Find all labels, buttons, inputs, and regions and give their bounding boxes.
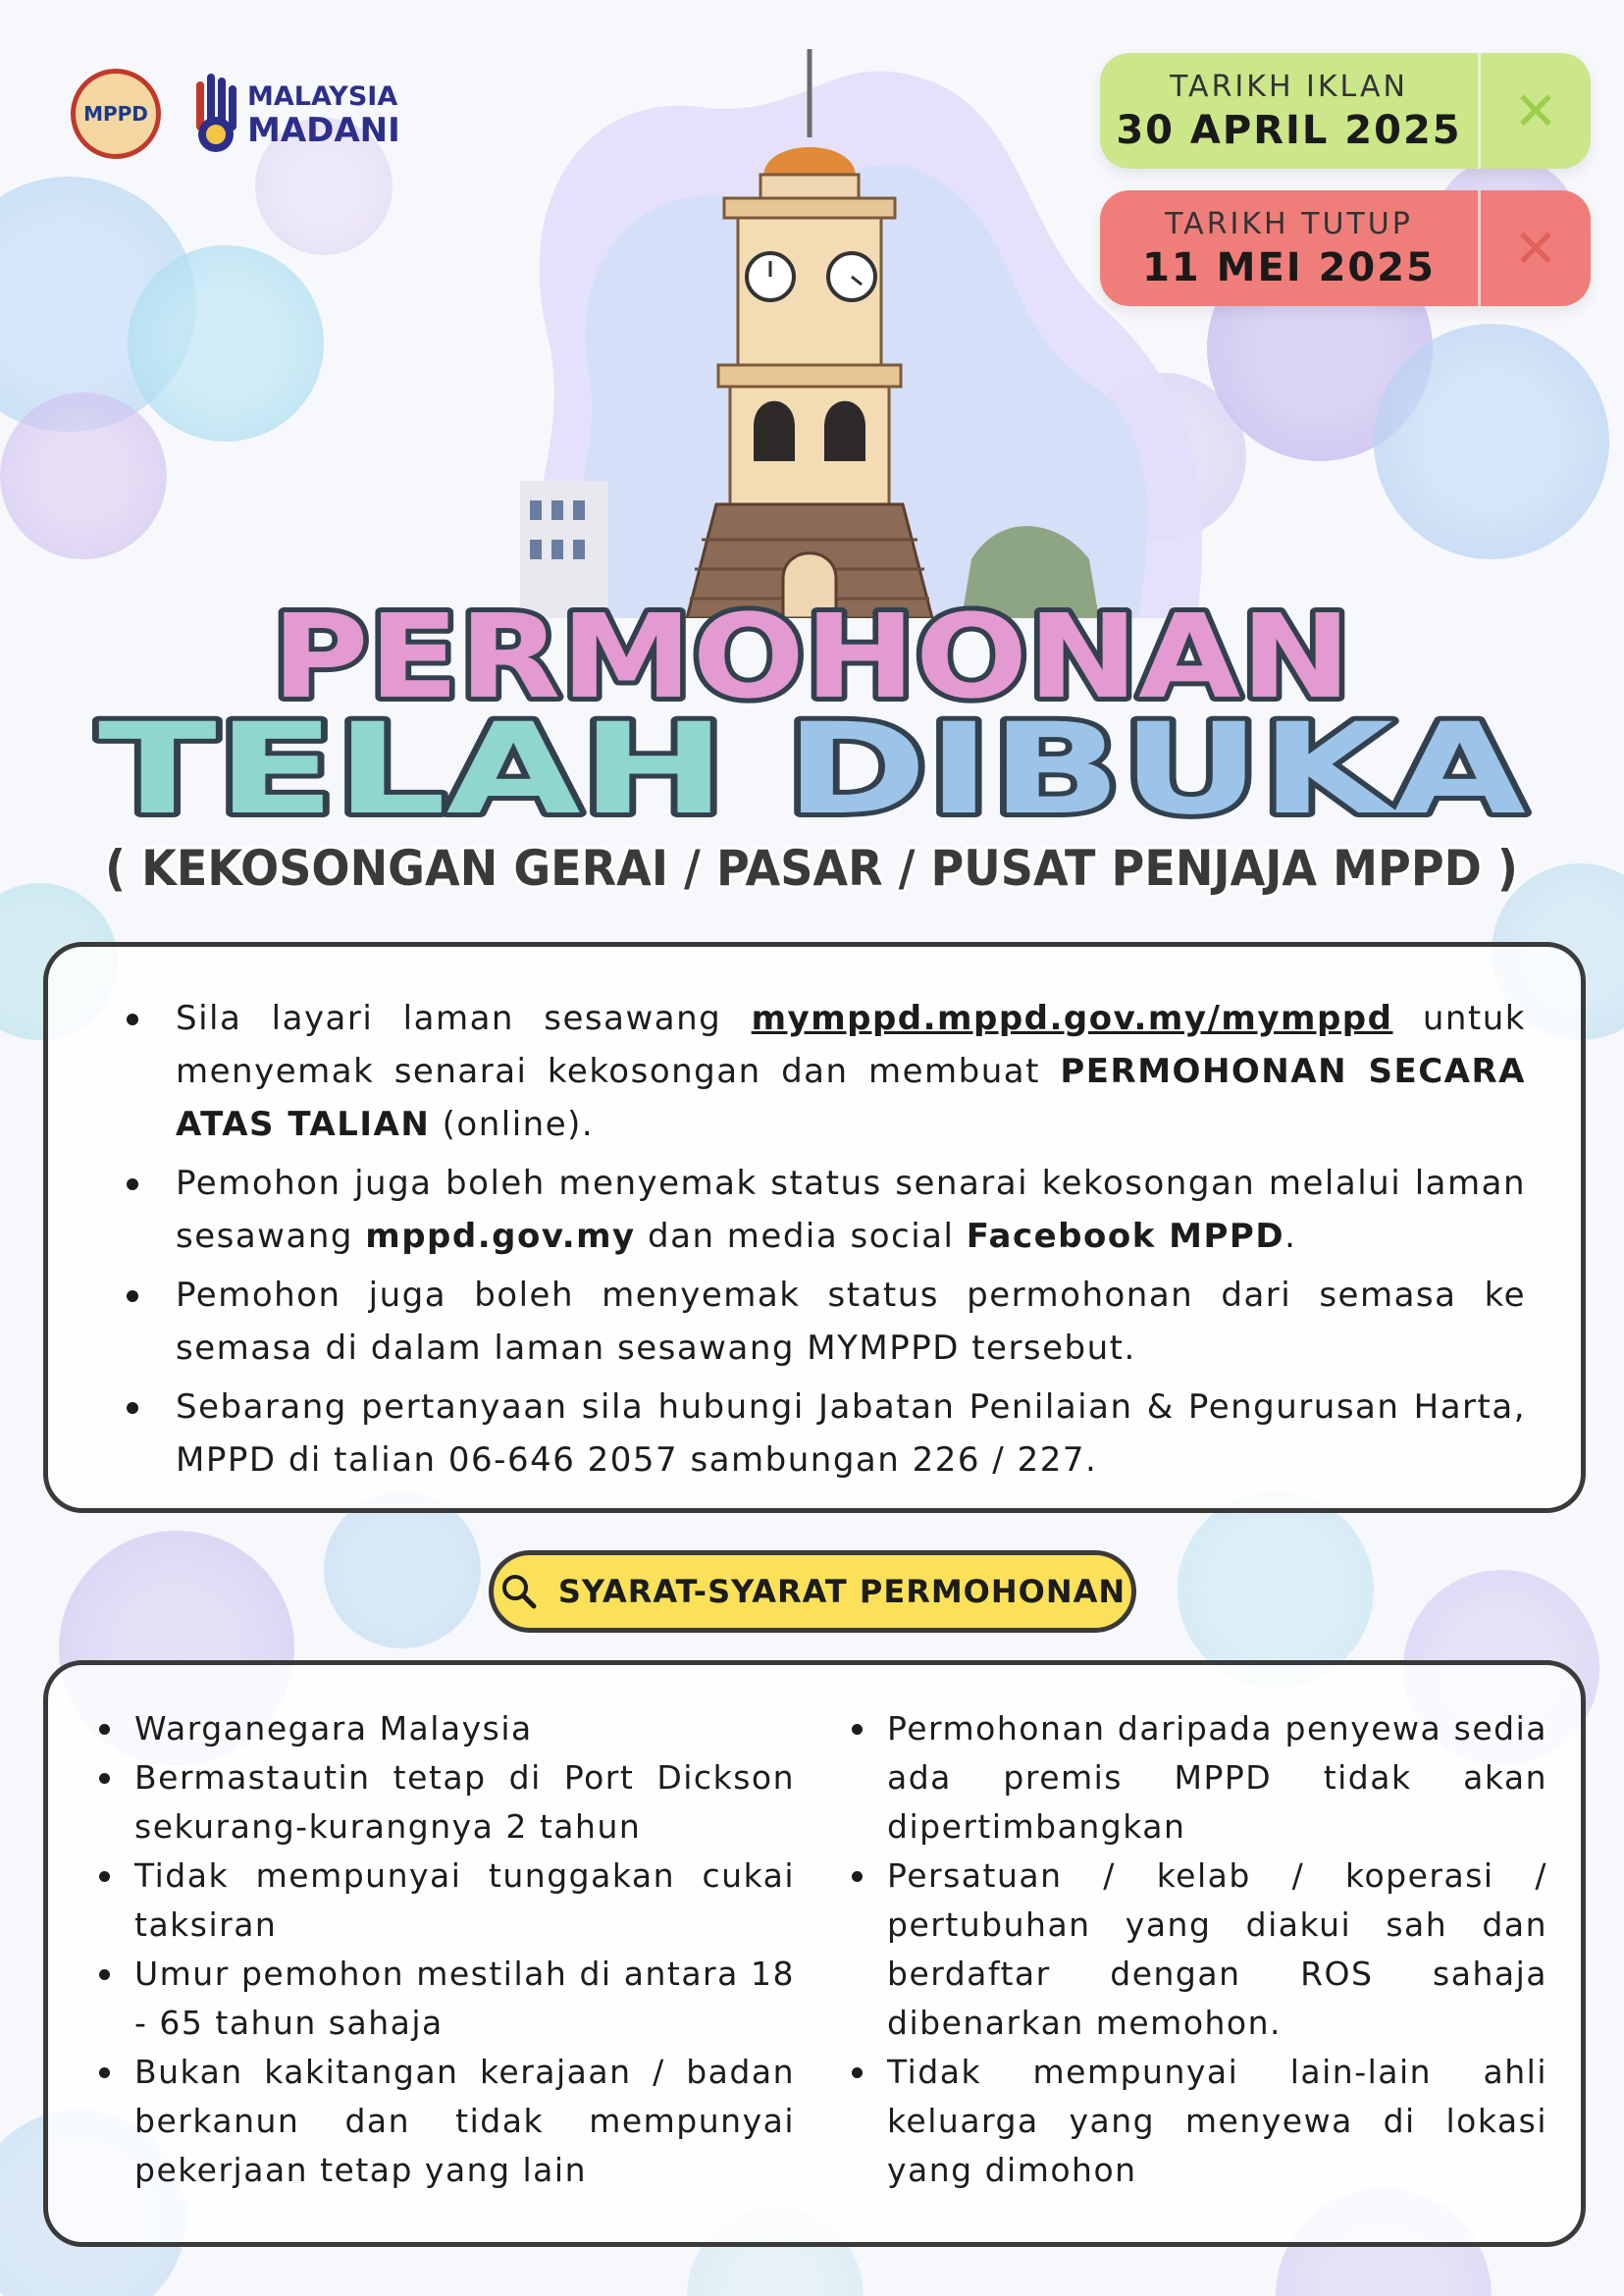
clock-tower-illustration: [510, 49, 1217, 618]
requirement-item: Tidak mempunyai lain-lain ahli keluarga yang menyewa di lokasi yang dimohon: [844, 2048, 1547, 2195]
advert-date-value: 30 APRIL 2025: [1116, 107, 1462, 153]
headline-line2-a: TELAH: [98, 697, 726, 843]
madani-line1: MALAYSIA: [247, 81, 398, 112]
mppd-logo: [71, 69, 161, 159]
info-item: Pemohon juga boleh menyemak status senarai kekosongan melalui laman sesawang mppd.gov.my dan media social Facebook MPPD.: [127, 1157, 1526, 1263]
mppd-website: mppd.gov.my: [365, 1217, 636, 1256]
requirement-item: Umur pemohon mestilah di antara 18 - 65 tahun sahaja: [91, 1950, 795, 2048]
logo-row: [71, 69, 400, 159]
headline-subtitle: ( KEKOSONGAN GERAI / PASAR / PUSAT PENJAJA MPPD ): [105, 840, 1518, 897]
madani-line2: MADANI: [247, 111, 400, 150]
search-icon: [499, 1572, 539, 1611]
facebook-mppd: Facebook MPPD: [966, 1217, 1285, 1256]
requirement-item: Permohonan daripada penyewa sedia ada premis MPPD tidak akan dipertimbangkan: [844, 1704, 1547, 1852]
close-icon: ✕: [1478, 53, 1591, 169]
requirement-item: Tidak mempunyai tunggakan cukai taksiran: [91, 1852, 795, 1950]
headline-line2-b: DIBUKA: [785, 697, 1526, 843]
mymppd-link[interactable]: mymppd.mppd.gov.my/mymppd: [751, 999, 1393, 1038]
requirements-right-column: [844, 1704, 1547, 2242]
requirement-item: Warganegara Malaysia: [91, 1704, 795, 1753]
requirements-panel: [43, 1660, 1586, 2247]
info-item: Sebarang pertanyaan sila hubungi Jabatan Penilaian & Pengurusan Harta, MPPD di talian 06-646 2057 sambungan 226 / 227.: [127, 1381, 1526, 1487]
malaysia-madani-logo: [190, 72, 400, 156]
requirements-heading-label: SYARAT-SYARAT PERMOHONAN: [557, 1573, 1126, 1610]
requirement-item: Bukan kakitangan kerajaan / badan berkanun dan tidak mempunyai pekerjaan tetap yang lain: [91, 2048, 795, 2195]
requirement-item: Persatuan / kelab / koperasi / pertubuhan yang diakui sah dan berdaftar dengan ROS sahaja dibenarkan memohon.: [844, 1852, 1547, 2048]
mppd-logo-text: MPPD: [83, 102, 148, 126]
closing-date-value: 11 MEI 2025: [1142, 244, 1436, 290]
info-item: Pemohon juga boleh menyemak status permohonan dari semasa ke semasa di dalam laman sesawang MYMPPD tersebut.: [127, 1269, 1526, 1375]
advert-date-label: TARIKH IKLAN: [1170, 69, 1408, 104]
headline-line1: PERMOHONAN: [272, 599, 1351, 724]
info-item: Sila layari laman sesawang mymppd.mppd.gov.my/mymppd untuk menyemak senarai kekosongan dan membuat PERMOHONAN SECARA ATAS TALIAN (online).: [127, 992, 1526, 1151]
requirements-heading: [489, 1550, 1136, 1633]
madani-hand-icon: [190, 72, 239, 156]
close-icon: ✕: [1478, 190, 1591, 306]
requirement-item: Bermastautin tetap di Port Dickson sekurang-kurangnya 2 tahun: [91, 1753, 795, 1852]
closing-date-label: TARIKH TUTUP: [1165, 206, 1413, 241]
headline: [0, 599, 1624, 913]
requirements-left-column: [91, 1704, 795, 2242]
info-panel: [43, 942, 1586, 1513]
